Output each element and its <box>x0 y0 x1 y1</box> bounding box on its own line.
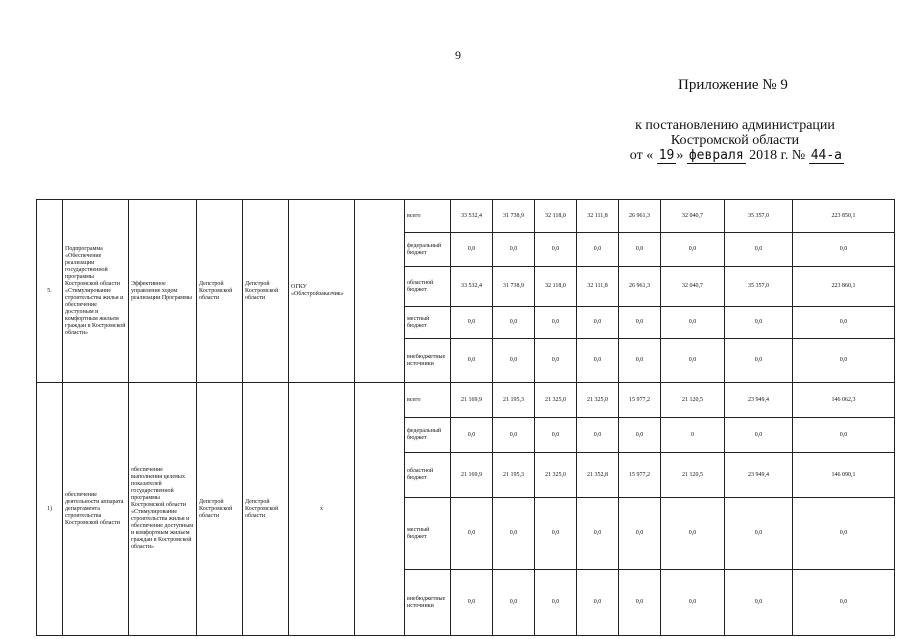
amount-cell: 0,0 <box>725 233 793 267</box>
amount-cell: 26 961,3 <box>619 200 661 233</box>
amount-cell: 0,0 <box>793 307 895 339</box>
funding-source-cell: областной бюджет <box>405 453 451 498</box>
amount-cell: 146 062,3 <box>793 383 895 418</box>
amount-cell: 0,0 <box>619 307 661 339</box>
amount-cell: 0,0 <box>451 307 493 339</box>
amount-cell: 0,0 <box>451 498 493 570</box>
amount-cell: 0,0 <box>451 570 493 636</box>
amount-cell: 0,0 <box>725 418 793 453</box>
amount-cell: 0,0 <box>577 418 619 453</box>
amount-cell: 0,0 <box>493 418 535 453</box>
amount-cell: 0,0 <box>577 233 619 267</box>
amount-cell: 31 738,9 <box>493 200 535 233</box>
amount-cell: 21 325,0 <box>535 383 577 418</box>
amount-cell: 0,0 <box>535 339 577 383</box>
amount-cell: 0,0 <box>725 498 793 570</box>
funding-source-cell: федеральный бюджет <box>405 418 451 453</box>
page-number: 9 <box>455 48 461 62</box>
funding-source-cell: всего <box>405 200 451 233</box>
amount-cell: 0,0 <box>725 339 793 383</box>
program-finance-table <box>36 199 895 636</box>
appendix-title: Приложение № 9 <box>678 77 788 93</box>
measure-name-cell: обеспечение деятельности аппарата департамента строительства Костромской области <box>63 383 129 636</box>
amount-cell: 0,0 <box>793 339 895 383</box>
amount-cell: 0,0 <box>661 498 725 570</box>
amount-cell: 0,0 <box>793 570 895 636</box>
task-cell: обеспечение выполнения целевых показателей государственной программы Костромской области «Стимулирование строительства жилья и обеспечение доступным и комфортным жильем граждан в Костромской области» <box>129 383 197 636</box>
amount-cell: 21 120,5 <box>661 453 725 498</box>
amount-cell: 23 949,4 <box>725 383 793 418</box>
resolution-line-2: Костромской области <box>670 133 800 148</box>
amount-cell: 0,0 <box>619 233 661 267</box>
amount-cell: 21 325,0 <box>535 453 577 498</box>
resolution-line-1: к постановлению администрации <box>635 118 835 133</box>
amount-cell: 0,0 <box>535 307 577 339</box>
amount-cell: 223 860,1 <box>793 267 895 307</box>
amount-cell: 0,0 <box>793 498 895 570</box>
amount-cell: 31 738,9 <box>493 267 535 307</box>
amount-cell: 0,0 <box>577 307 619 339</box>
amount-cell: 0,0 <box>619 570 661 636</box>
date-month: февраля <box>688 148 744 163</box>
amount-cell: 21 352,8 <box>577 453 619 498</box>
amount-cell: 0,0 <box>577 570 619 636</box>
amount-cell: 146 090,1 <box>793 453 895 498</box>
participant-cell: ОГКУ «Облстройзаказчик» <box>289 200 355 383</box>
amount-cell: 32 118,0 <box>535 200 577 233</box>
amount-cell: 0,0 <box>493 498 535 570</box>
funding-source-cell: федеральный бюджет <box>405 233 451 267</box>
executor-cell: Депстрой Костромской области <box>197 200 243 383</box>
amount-cell: 0,0 <box>535 498 577 570</box>
table-row <box>37 383 895 418</box>
amount-cell: 0,0 <box>793 233 895 267</box>
amount-cell: 33 532,4 <box>451 200 493 233</box>
amount-cell: 21 195,3 <box>493 383 535 418</box>
amount-cell: 26 961,3 <box>619 267 661 307</box>
amount-cell: 33 532,4 <box>451 267 493 307</box>
amount-cell: 0,0 <box>535 418 577 453</box>
amount-cell: 0,0 <box>493 570 535 636</box>
funding-source-cell: местный бюджет <box>405 307 451 339</box>
amount-cell: 0,0 <box>535 570 577 636</box>
funding-source-cell: всего <box>405 383 451 418</box>
amount-cell: 21 195,3 <box>493 453 535 498</box>
amount-cell: 0,0 <box>493 339 535 383</box>
funding-source-cell: внебюджетные источники <box>405 339 451 383</box>
executor-cell: Депстрой Костромской области <box>197 383 243 636</box>
amount-cell: 21 169,9 <box>451 383 493 418</box>
amount-cell: 21 169,9 <box>451 453 493 498</box>
table-body <box>37 200 895 636</box>
co-executor-cell: Депстрой Костромской области <box>243 383 289 636</box>
task-cell: Эффективное управление ходом реализации Программы <box>129 200 197 383</box>
amount-cell: 32 111,8 <box>577 200 619 233</box>
date-prefix: от « <box>629 148 654 163</box>
resolution-number: 44-а <box>810 148 842 163</box>
participant-cell: х <box>289 383 355 636</box>
amount-cell: 0,0 <box>577 498 619 570</box>
amount-cell: 0 <box>661 418 725 453</box>
amount-cell: 23 949,4 <box>725 453 793 498</box>
amount-cell: 0,0 <box>661 570 725 636</box>
co-executor-cell: Депстрой Костромской области <box>243 200 289 383</box>
row-number-cell: 5. <box>37 200 63 383</box>
amount-cell: 32 118,0 <box>535 267 577 307</box>
amount-cell: 32 040,7 <box>661 267 725 307</box>
date-year: 2018 г. № <box>749 148 806 163</box>
amount-cell: 0,0 <box>661 307 725 339</box>
amount-cell: 0,0 <box>451 418 493 453</box>
amount-cell: 0,0 <box>619 339 661 383</box>
amount-cell: 32 040,7 <box>661 200 725 233</box>
amount-cell: 0,0 <box>493 233 535 267</box>
amount-cell: 0,0 <box>535 233 577 267</box>
amount-cell: 21 120,5 <box>661 383 725 418</box>
resolution-reference <box>610 118 860 163</box>
empty-cell <box>355 200 405 383</box>
amount-cell: 0,0 <box>661 233 725 267</box>
date-mid: » <box>676 148 684 163</box>
table-row <box>37 200 895 233</box>
amount-cell: 0,0 <box>577 339 619 383</box>
empty-cell <box>355 383 405 636</box>
amount-cell: 35 357,0 <box>725 200 793 233</box>
measure-name-cell: Подпрограмма «Обеспечение реализации государственной программы Костромской области «Стимулирование строительства жилья и обеспечение доступным и комфортным жильем граждан в Костромской области» <box>63 200 129 383</box>
resolution-date-line <box>610 148 860 163</box>
row-number-cell: 1) <box>37 383 63 636</box>
amount-cell: 15 977,2 <box>619 383 661 418</box>
amount-cell: 0,0 <box>725 307 793 339</box>
funding-source-cell: внебюджетные источники <box>405 570 451 636</box>
amount-cell: 0,0 <box>619 498 661 570</box>
funding-source-cell: местный бюджет <box>405 498 451 570</box>
amount-cell: 0,0 <box>619 418 661 453</box>
amount-cell: 0,0 <box>451 339 493 383</box>
amount-cell: 0,0 <box>725 570 793 636</box>
date-day: 19 <box>658 148 675 163</box>
amount-cell: 0,0 <box>793 418 895 453</box>
amount-cell: 35 357,0 <box>725 267 793 307</box>
funding-source-cell: областной бюджет <box>405 267 451 307</box>
amount-cell: 15 977,2 <box>619 453 661 498</box>
amount-cell: 32 111,8 <box>577 267 619 307</box>
amount-cell: 0,0 <box>451 233 493 267</box>
amount-cell: 0,0 <box>661 339 725 383</box>
amount-cell: 223 850,1 <box>793 200 895 233</box>
amount-cell: 0,0 <box>493 307 535 339</box>
amount-cell: 21 325,0 <box>577 383 619 418</box>
